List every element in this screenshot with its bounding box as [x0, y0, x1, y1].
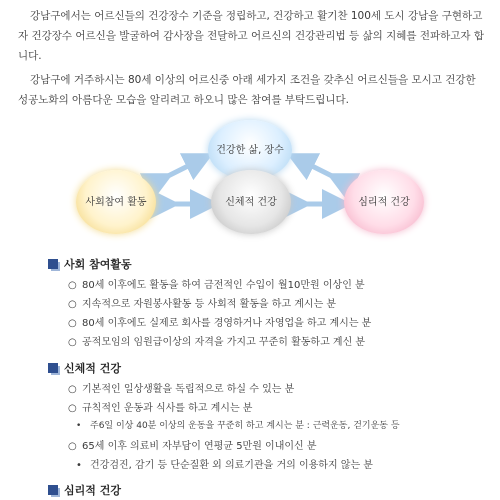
- arrow-right-up: [300, 160, 340, 180]
- circle-healthy-life: 건강한 삶, 장수: [208, 120, 292, 180]
- circle-physical-health: 신체적 건강: [211, 170, 291, 234]
- intro: [18, 6, 488, 114]
- section-mental-title: 심리적 건강: [48, 482, 121, 498]
- physical-item-2: ○ 규칙적인 운동과 식사를 하고 계시는 분: [68, 403, 253, 414]
- social-item-3: ○ 80세 이후에도 실제로 회사를 경영하거나 자영업을 하고 계시는 분: [68, 318, 372, 329]
- physical-item-3: ○ 65세 이후 의료비 자부담이 연평균 5만원 이내이신 분: [68, 441, 317, 452]
- section-physical-title: 신체적 건강: [48, 360, 121, 376]
- social-item-2: ○ 지속적으로 자원봉사활동 등 사회적 활동을 하고 계시는 분: [68, 299, 337, 310]
- physical-item-1: ○ 기본적인 일상생활을 독립적으로 하실 수 있는 분: [68, 384, 295, 395]
- circle-mental-health: 심리적 건강: [344, 170, 424, 234]
- arrow-left-up: [160, 160, 200, 180]
- social-item-1: ○ 80세 이후에도 활동을 하여 금전적인 수입이 월10만원 이상인 분: [68, 280, 365, 291]
- intro-paragraph-1: 강남구에서는 어르신들의 건강장수 기준을 정립하고, 건강하고 활기찬 100세 도시 강남을 구현하고자 건강장수 어르신을 발굴하여 감사장을 전달하고 어르신의 건강관리법 등 삶의 지혜를 전파하고자 합니다.: [18, 10, 485, 62]
- social-item-4: ○ 공적모임의 임원급이상의 자격을 가지고 꾸준히 활동하고 계신 분: [68, 337, 366, 348]
- section-square-icon: [48, 485, 58, 495]
- intro-paragraph-2: 강남구에 거주하시는 80세 이상의 어르신중 아래 세가지 조건을 갖추신 어르신들을 모시고 건강한 성공노화의 아름다운 모습을 알리려고 하오니 많은 참여를 부탁드립니다.: [18, 74, 476, 106]
- section-social-title: 사회 참여활동: [48, 256, 132, 272]
- physical-item-3-sub: • 건강검진, 감기 등 단순질환 외 의료기관을 거의 이용하지 않는 분: [76, 460, 373, 471]
- health-diagram: [0, 120, 500, 250]
- circle-social-participation: 사회참여 활동: [76, 170, 156, 234]
- section-square-icon: [48, 259, 58, 269]
- section-square-icon: [48, 363, 58, 373]
- physical-item-2-sub: • 주6일 이상 40분 이상의 운동을 꾸준히 하고 계시는 분 : 근력운동, 걷기운동 등: [76, 421, 400, 431]
